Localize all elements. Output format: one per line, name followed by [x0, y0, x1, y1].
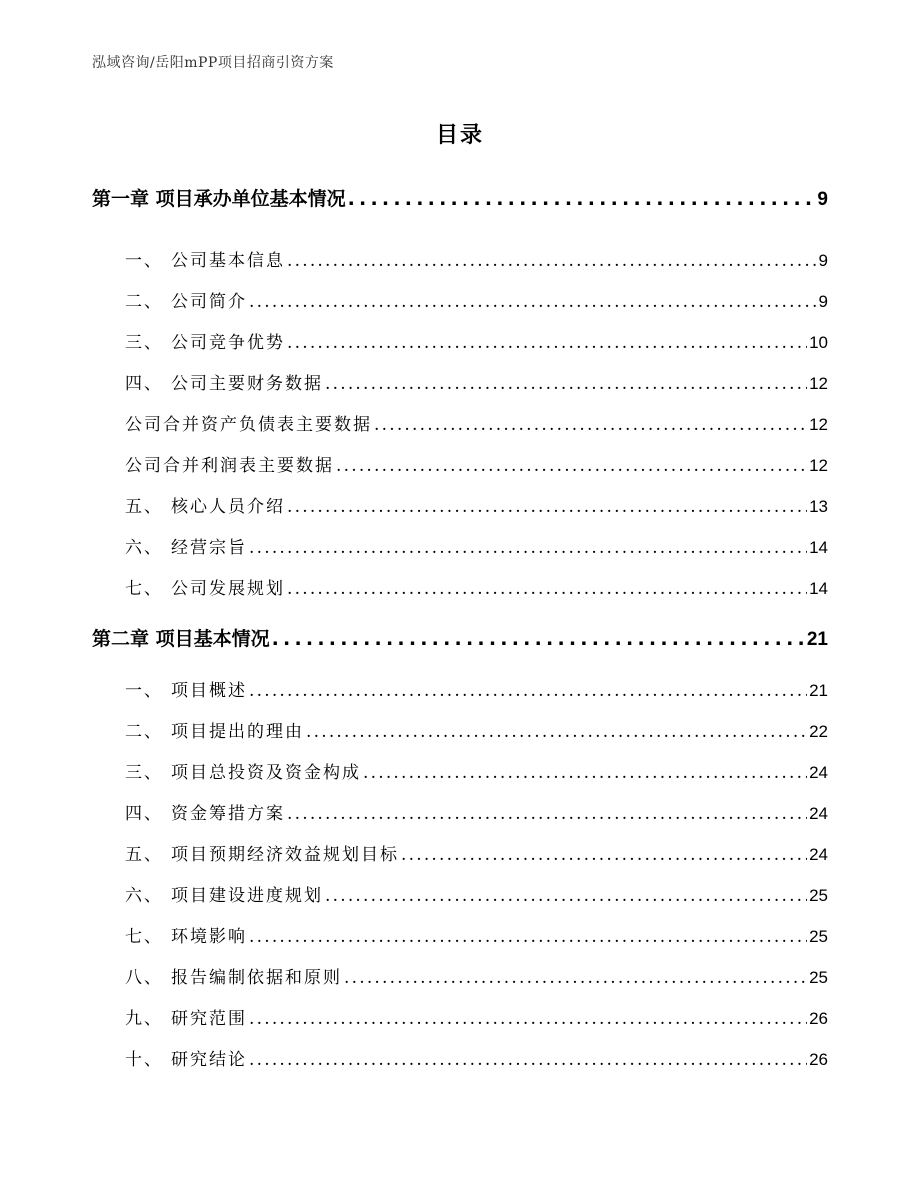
running-header: 泓域咨询/岳阳mPP项目招商引资方案	[92, 55, 334, 71]
leader-dots	[287, 333, 807, 353]
section-number: 六、	[125, 538, 163, 558]
toc-section[interactable]	[125, 287, 828, 312]
page-number: 24	[809, 804, 828, 823]
page-number: 9	[817, 189, 828, 210]
section-number: 一、	[125, 681, 163, 701]
chapter-label: 第二章 项目基本情况	[92, 628, 270, 650]
toc-section[interactable]	[125, 1045, 828, 1070]
page-number: 25	[809, 886, 828, 905]
toc-section[interactable]	[125, 799, 828, 824]
section-label: 项目提出的理由	[171, 722, 304, 742]
toc-chapter-1[interactable]	[92, 184, 828, 211]
toc-section[interactable]	[125, 881, 828, 906]
toc-title: 目录	[435, 123, 484, 148]
page-number: 26	[809, 1009, 828, 1028]
leader-dots	[249, 927, 807, 947]
section-number: 五、	[125, 845, 163, 865]
section-number: 一、	[125, 251, 163, 271]
toc-section[interactable]	[125, 1004, 828, 1029]
section-label: 项目预期经济效益规划目标	[171, 845, 399, 865]
leader-dots	[325, 374, 807, 394]
leader-dots	[249, 1009, 807, 1029]
toc-section[interactable]	[125, 717, 828, 742]
section-label: 报告编制依据和原则	[171, 968, 342, 988]
leader-dots	[336, 456, 807, 476]
section-number: 四、	[125, 374, 163, 394]
section-number: 八、	[125, 968, 163, 988]
toc-section[interactable]	[125, 840, 828, 865]
leader-dots	[272, 628, 805, 650]
page-number: 14	[809, 579, 828, 598]
leader-dots	[401, 845, 807, 865]
leader-dots	[325, 886, 807, 906]
section-number: 三、	[125, 333, 163, 353]
leader-dots	[249, 292, 817, 312]
leader-dots	[344, 968, 807, 988]
toc-section[interactable]	[125, 492, 828, 517]
page-number: 12	[809, 415, 828, 434]
toc-section[interactable]	[125, 922, 828, 947]
section-label: 公司发展规划	[171, 579, 285, 599]
section-label: 公司竞争优势	[171, 333, 285, 353]
page-number: 21	[806, 629, 828, 650]
toc-section[interactable]	[125, 963, 828, 988]
section-label: 项目概述	[171, 681, 247, 701]
page-number: 10	[809, 333, 828, 352]
section-label: 公司合并利润表主要数据	[125, 456, 334, 476]
section-label: 公司主要财务数据	[171, 374, 323, 394]
leader-dots	[287, 579, 807, 599]
toc-section[interactable]	[125, 758, 828, 783]
section-number: 四、	[125, 804, 163, 824]
section-number: 七、	[125, 579, 163, 599]
section-label: 公司合并资产负债表主要数据	[125, 415, 372, 435]
page-number: 25	[809, 968, 828, 987]
section-label: 研究结论	[171, 1050, 247, 1070]
section-number: 五、	[125, 497, 163, 517]
section-label: 资金筹措方案	[171, 804, 285, 824]
leader-dots	[306, 722, 807, 742]
toc-section[interactable]	[125, 369, 828, 394]
leader-dots	[348, 188, 816, 210]
leader-dots	[374, 415, 807, 435]
toc-section[interactable]	[125, 410, 828, 435]
page-number: 9	[818, 292, 828, 311]
section-number: 三、	[125, 763, 163, 783]
page-number: 22	[809, 722, 828, 741]
toc-section[interactable]	[125, 246, 828, 271]
leader-dots	[249, 538, 807, 558]
page-number: 26	[809, 1050, 828, 1069]
toc-section[interactable]	[125, 676, 828, 701]
toc-section[interactable]	[125, 574, 828, 599]
toc-section[interactable]	[125, 451, 828, 476]
section-label: 研究范围	[171, 1009, 247, 1029]
section-label: 项目总投资及资金构成	[171, 763, 361, 783]
leader-dots	[249, 681, 807, 701]
chapter-label: 第一章 项目承办单位基本情况	[92, 188, 346, 210]
page-number: 13	[809, 497, 828, 516]
page-number: 24	[809, 845, 828, 864]
section-number: 六、	[125, 886, 163, 906]
page-number: 24	[809, 763, 828, 782]
page-number: 12	[809, 374, 828, 393]
section-number: 二、	[125, 722, 163, 742]
toc-section[interactable]	[125, 328, 828, 353]
section-label: 核心人员介绍	[171, 497, 285, 517]
section-number: 七、	[125, 927, 163, 947]
toc-section[interactable]	[125, 533, 828, 558]
section-label: 项目建设进度规划	[171, 886, 323, 906]
section-label: 环境影响	[171, 927, 247, 947]
leader-dots	[287, 804, 807, 824]
section-label: 经营宗旨	[171, 538, 247, 558]
leader-dots	[363, 763, 807, 783]
leader-dots	[287, 497, 807, 517]
section-number: 九、	[125, 1009, 163, 1029]
page-number: 25	[809, 927, 828, 946]
section-label: 公司简介	[171, 292, 247, 312]
page-number: 12	[809, 456, 828, 475]
page-number: 9	[818, 251, 828, 270]
toc-chapter-2[interactable]	[92, 624, 828, 651]
page-number: 14	[809, 538, 828, 557]
section-label: 公司基本信息	[171, 251, 285, 271]
page-number: 21	[809, 681, 828, 700]
leader-dots	[287, 251, 817, 271]
section-number: 十、	[125, 1050, 163, 1070]
leader-dots	[249, 1050, 807, 1070]
section-number: 二、	[125, 292, 163, 312]
